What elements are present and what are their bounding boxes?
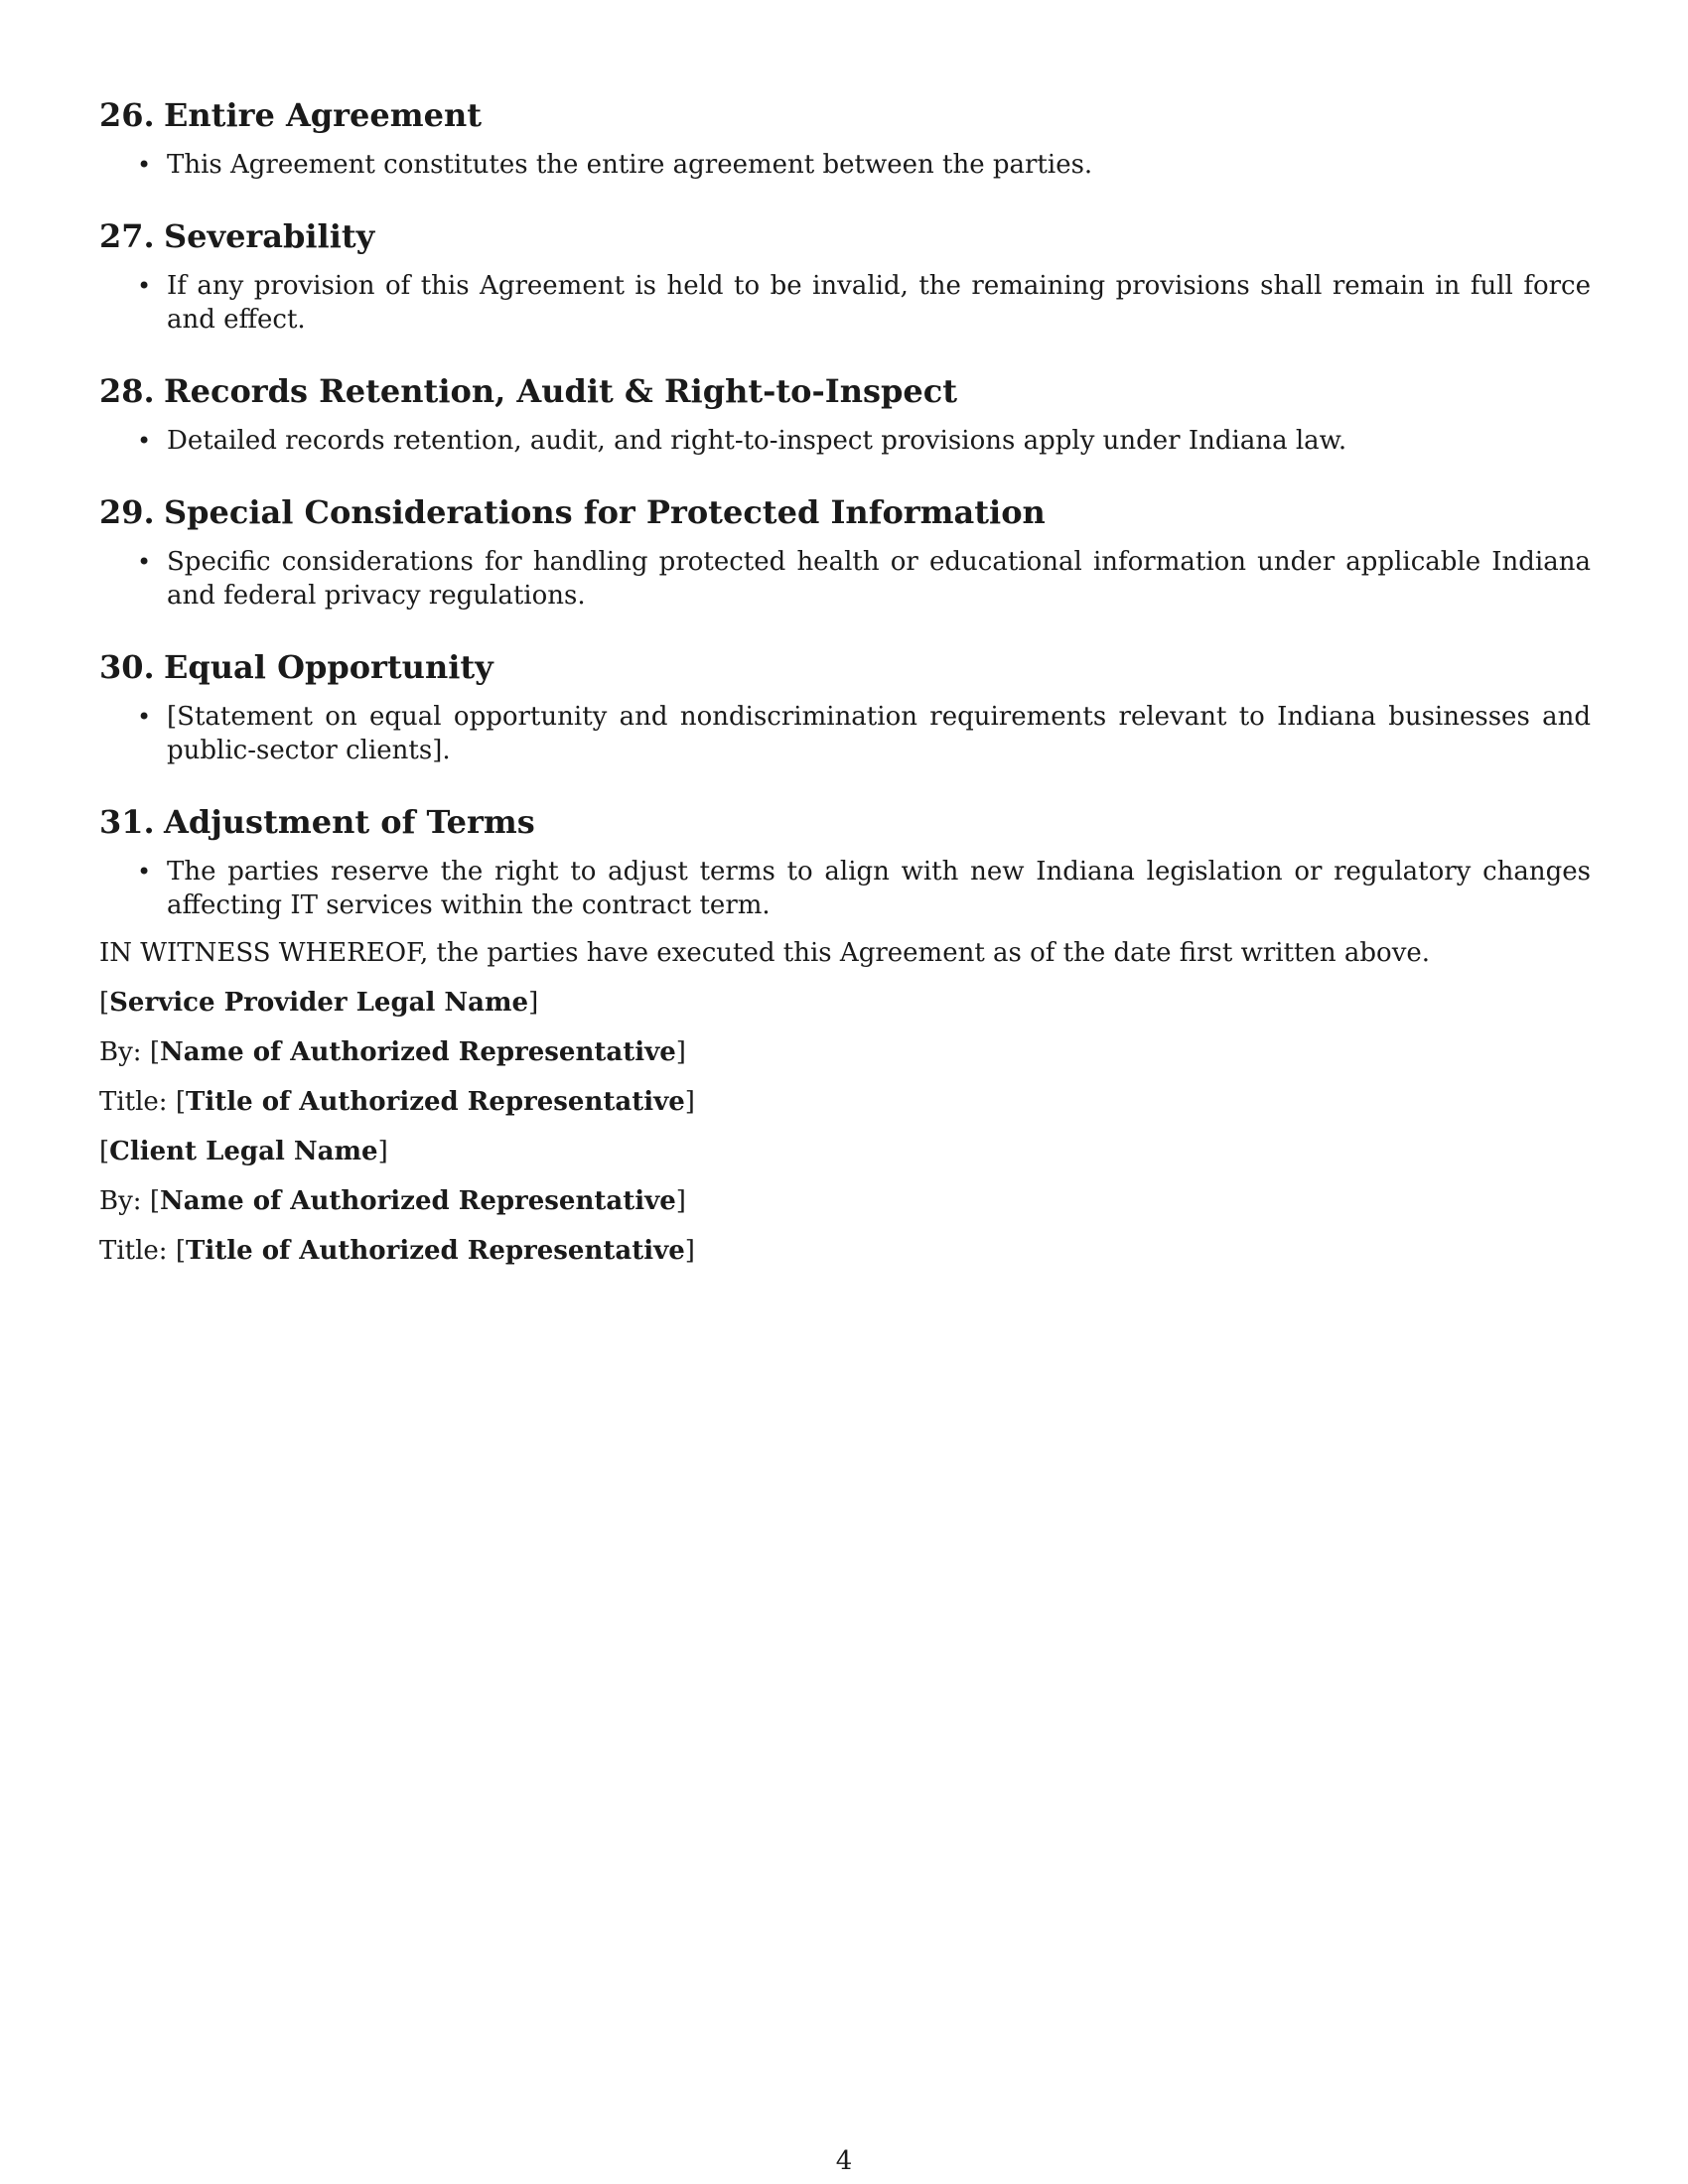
signature-block-client bbox=[99, 1135, 1591, 1268]
client-title-line: Title: [Title of Authorized Representative] bbox=[99, 1236, 695, 1266]
list-item bbox=[99, 545, 1591, 613]
provider-representative-name: Name of Authorized Representative bbox=[159, 1037, 676, 1067]
section-number: 26. bbox=[99, 96, 155, 134]
bullet-list bbox=[99, 424, 1591, 458]
section-title: Entire Agreement bbox=[164, 96, 482, 134]
bullet-list bbox=[99, 700, 1591, 767]
provider-representative-title: Title of Authorized Representative bbox=[186, 1087, 685, 1117]
section-heading bbox=[99, 801, 1591, 843]
bullet-list bbox=[99, 148, 1591, 182]
section-number: 30. bbox=[99, 648, 155, 686]
section-number: 27. bbox=[99, 217, 155, 255]
bullet-icon: • bbox=[137, 427, 152, 455]
list-item bbox=[99, 148, 1591, 182]
signature-block-provider bbox=[99, 986, 1591, 1119]
list-item-text: This Agreement constitutes the entire agreement between the parties. bbox=[167, 150, 1093, 180]
list-item-text: [Statement on equal opportunity and nondiscrimination requirements relevant to Indiana businesses and public-sector clients]. bbox=[167, 702, 1591, 765]
bullet-list bbox=[99, 269, 1591, 337]
section-title: Records Retention, Audit & Right-to-Inspect bbox=[164, 372, 958, 410]
client-representative-name: Name of Authorized Representative bbox=[159, 1186, 676, 1216]
witness-statement: IN WITNESS WHEREOF, the parties have executed this Agreement as of the date first written above. bbox=[99, 938, 1431, 968]
bullet-list bbox=[99, 855, 1591, 922]
list-item bbox=[99, 700, 1591, 767]
section-30 bbox=[99, 646, 1591, 767]
list-item bbox=[99, 269, 1591, 337]
bullet-icon: • bbox=[137, 858, 152, 886]
provider-title-line: Title: [Title of Authorized Representative] bbox=[99, 1087, 695, 1117]
list-item bbox=[99, 424, 1591, 458]
page-number: 4 bbox=[835, 2146, 853, 2176]
section-27 bbox=[99, 215, 1591, 337]
section-heading bbox=[99, 370, 1591, 412]
section-31 bbox=[99, 801, 1591, 922]
list-item-text: Detailed records retention, audit, and right-to-inspect provisions apply under Indiana law. bbox=[167, 426, 1347, 456]
provider-by-line: By: [Name of Authorized Representative] bbox=[99, 1037, 686, 1067]
by-label: By: bbox=[99, 1037, 142, 1067]
list-item bbox=[99, 855, 1591, 922]
section-title: Adjustment of Terms bbox=[164, 803, 535, 841]
section-number: 28. bbox=[99, 372, 155, 410]
provider-name-line: [Service Provider Legal Name] bbox=[99, 988, 539, 1018]
bullet-icon: • bbox=[137, 548, 152, 576]
client-name-line: [Client Legal Name] bbox=[99, 1137, 388, 1166]
list-item-text: Specific considerations for handling protected health or educational information under applicable Indiana and federal privacy regulations. bbox=[167, 547, 1591, 611]
section-26 bbox=[99, 94, 1591, 182]
document-body bbox=[99, 94, 1591, 1284]
section-heading bbox=[99, 215, 1591, 257]
section-heading bbox=[99, 646, 1591, 688]
section-29 bbox=[99, 491, 1591, 613]
section-title: Severability bbox=[164, 217, 375, 255]
list-item-text: The parties reserve the right to adjust terms to align with new Indiana legislation or regulatory changes affecting IT services within the contract term. bbox=[167, 857, 1591, 920]
client-representative-title: Title of Authorized Representative bbox=[186, 1236, 685, 1266]
bullet-icon: • bbox=[137, 151, 152, 179]
title-label: Title: bbox=[99, 1087, 168, 1117]
section-28 bbox=[99, 370, 1591, 458]
section-title: Equal Opportunity bbox=[164, 648, 493, 686]
bullet-icon: • bbox=[137, 703, 152, 731]
section-heading bbox=[99, 491, 1591, 533]
client-name: Client Legal Name bbox=[109, 1137, 378, 1166]
section-number: 29. bbox=[99, 493, 155, 531]
list-item-text: If any provision of this Agreement is held to be invalid, the remaining provisions shall remain in full force and effect. bbox=[167, 271, 1591, 335]
bullet-list bbox=[99, 545, 1591, 613]
client-by-line: By: [Name of Authorized Representative] bbox=[99, 1186, 686, 1216]
provider-name: Service Provider Legal Name bbox=[109, 988, 529, 1018]
by-label: By: bbox=[99, 1186, 142, 1216]
section-title: Special Considerations for Protected Information bbox=[164, 493, 1046, 531]
title-label: Title: bbox=[99, 1236, 168, 1266]
section-heading bbox=[99, 94, 1591, 136]
section-number: 31. bbox=[99, 803, 155, 841]
bullet-icon: • bbox=[137, 272, 152, 300]
